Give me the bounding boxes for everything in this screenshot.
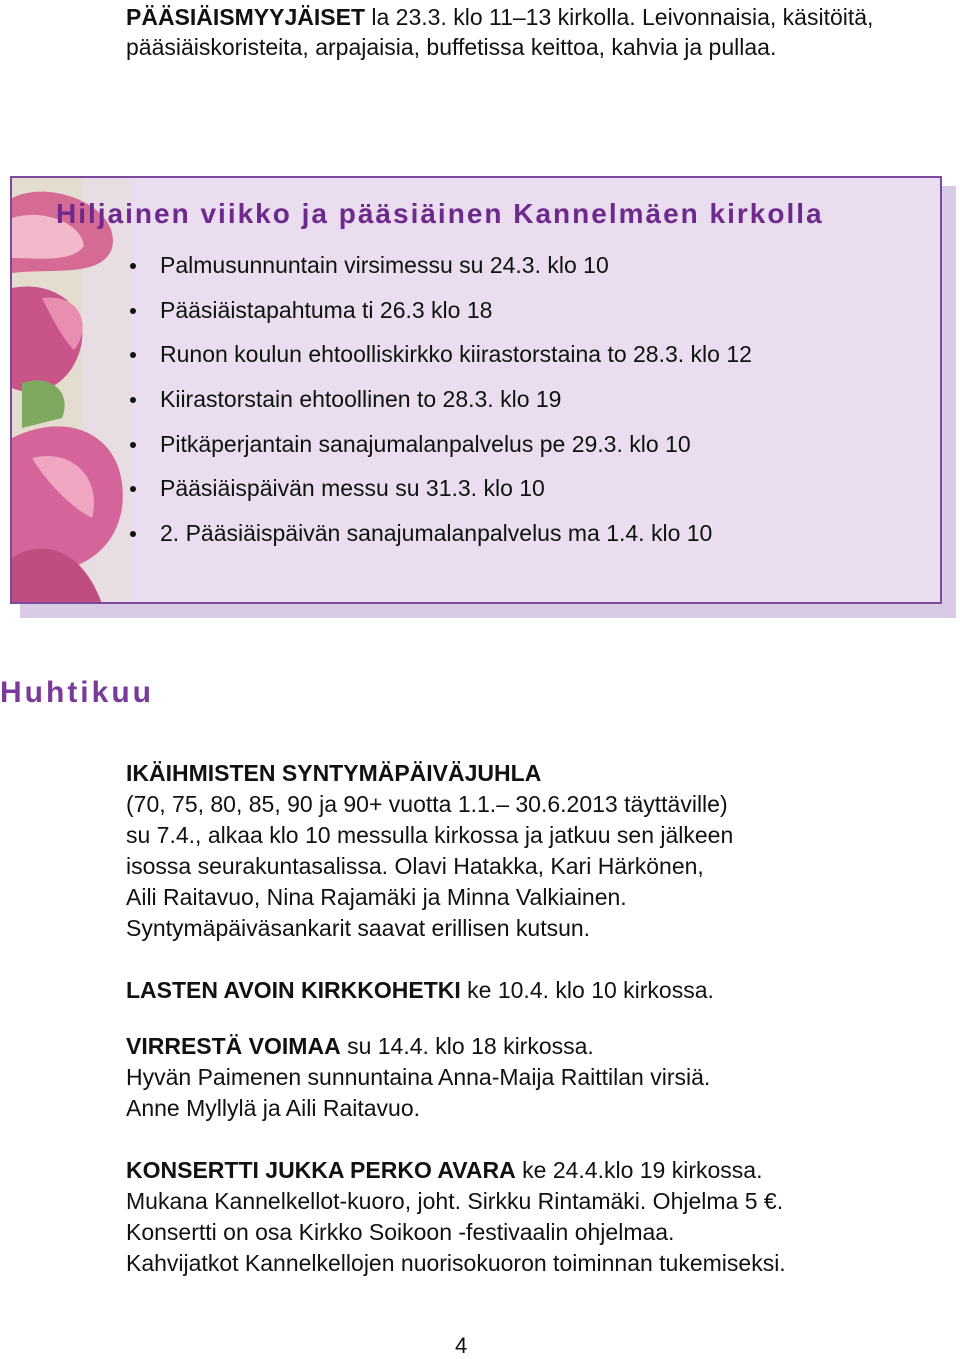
list-item: Pääsiäistapahtuma ti 26.3 klo 18 [130,293,752,338]
easter-box-title: Hiljainen viikko ja pääsiäinen Kannelmäen kirkolla [56,198,824,229]
intro-paragraph [126,2,926,62]
flower-image [12,178,132,604]
text-line: Hyvän Paimenen sunnuntaina Anna-Maija Raittilan virsiä. [126,1064,711,1090]
easter-event-list [130,248,752,561]
konsertti-text: ke 24.4.klo 19 kirkossa. [515,1157,763,1183]
text-line: su 7.4., alkaa klo 10 messulla kirkossa ja jatkuu sen jälkeen [126,822,734,848]
ikaihmisten-heading: IKÄIHMISTEN SYNTYMÄPÄIVÄJUHLA [126,760,542,786]
text-line: Mukana Kannelkellot-kuoro, joht. Sirkku Rintamäki. Ohjelma 5 €. [126,1188,784,1214]
page-number: 4 [455,1333,468,1358]
lasten-heading: LASTEN AVOIN KIRKKOHETKI [126,977,461,1003]
list-item: Pääsiäispäivän messu su 31.3. klo 10 [130,471,752,516]
text-line: Konsertti on osa Kirkko Soikoon -festivaalin ohjelmaa. [126,1219,675,1245]
intro-heading: PÄÄSIÄISMYYJÄISET [126,4,365,30]
list-item: Pitkäperjantain sanajumalanpalvelus pe 29.3. klo 10 [130,427,752,472]
konsertti-heading: KONSERTTI JUKKA PERKO AVARA [126,1157,516,1183]
text-line: Anne Myllylä ja Aili Raitavuo. [126,1095,421,1121]
ikaihmisten-paragraph [126,758,926,944]
intro-text: la 23.3. klo 11–13 kirkolla. Leivonnaisia, käsitöitä, pääsiäiskoristeita, arpajaisia, buffetissa keittoa, kahvia ja pullaa. [126,4,874,60]
lasten-paragraph [126,975,926,1005]
lasten-text: ke 10.4. klo 10 kirkossa. [460,977,714,1003]
virresta-heading: VIRRESTÄ VOIMAA [126,1033,341,1059]
list-item: Palmusunnuntain virsimessu su 24.3. klo 10 [130,248,752,293]
easter-schedule-box [10,176,942,604]
text-line: Syntymäpäiväsankarit saavat erillisen kutsun. [126,915,591,941]
text-line: Kahvijatkot Kannelkellojen nuorisokuoron toiminnan tukemiseksi. [126,1250,786,1276]
list-item: Runon koulun ehtoolliskirkko kiirastorstaina to 28.3. klo 12 [130,337,752,382]
text-line: isossa seurakuntasalissa. Olavi Hatakka, Kari Härkönen, [126,853,704,879]
list-item: Kiirastorstain ehtoollinen to 28.3. klo 19 [130,382,752,427]
list-item: 2. Pääsiäispäivän sanajumalanpalvelus ma 1.4. klo 10 [130,516,752,561]
text-line: Aili Raitavuo, Nina Rajamäki ja Minna Valkiainen. [126,884,627,910]
text-line: (70, 75, 80, 85, 90 ja 90+ vuotta 1.1.– 30.6.2013 täyttäville) [126,791,728,817]
virresta-paragraph [126,1031,926,1124]
konsertti-paragraph [126,1155,926,1279]
virresta-text: su 14.4. klo 18 kirkossa. [340,1033,594,1059]
month-heading: Huhtikuu [0,676,154,709]
